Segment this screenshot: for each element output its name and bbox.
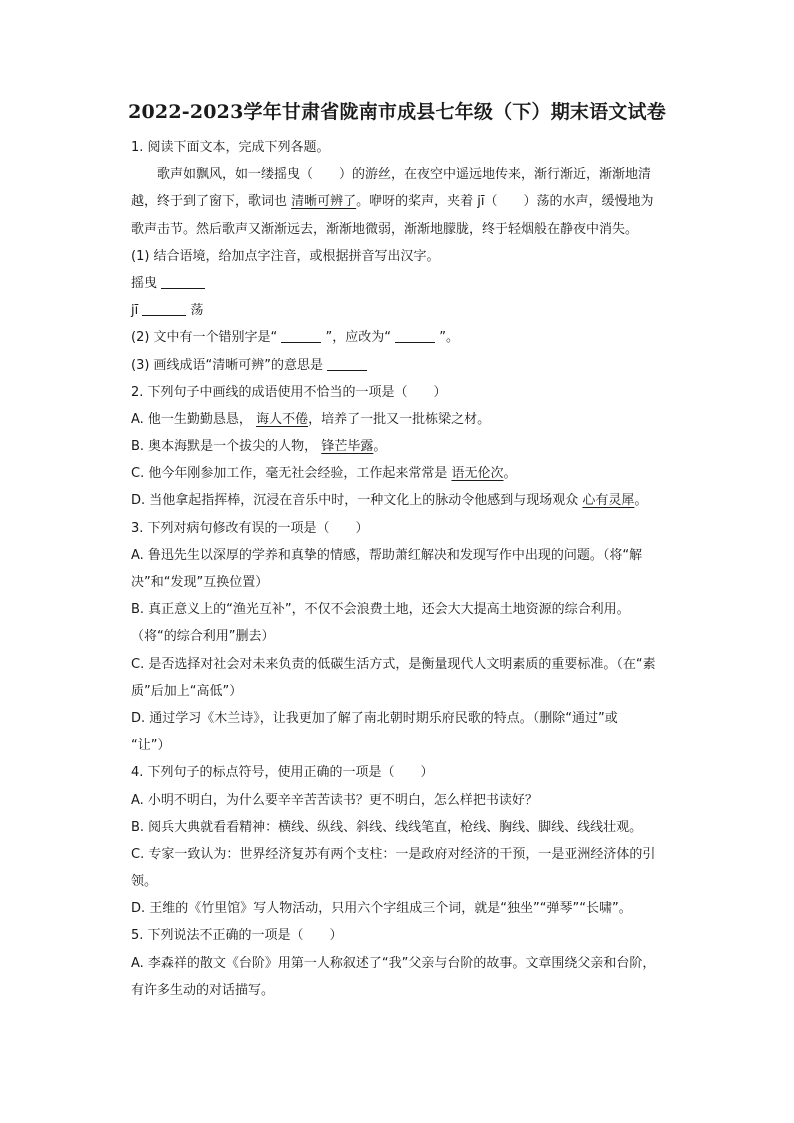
page-title: 2022-2023学年甘肃省陇南市成县七年级（下）期末语文试卷: [128, 101, 666, 123]
q3-option-c[interactable]: C. 是否选择对社会对未来负责的低碳生活方式，是衡量现代人文明素质的重要标准。（在“素: [131, 656, 656, 672]
q3-stem: 3. 下列对病句修改有误的一项是（ ）: [131, 520, 369, 536]
q2-option-b[interactable]: [131, 433, 691, 460]
text: ”，应改为“: [321, 330, 396, 346]
text: (2) 文中有一个错别字是“: [131, 330, 282, 346]
q2-option-a[interactable]: [131, 406, 691, 433]
q5-option-a-cont: 有许多生动的对话描写。: [131, 982, 275, 998]
underlined-idiom: 锋芒毕露: [321, 439, 374, 455]
q3-option-b[interactable]: B. 真正意义上的“渔光互补”，不仅不会浪费土地，还会大大提高土地资源的综合利用。: [131, 602, 630, 618]
answer-blank[interactable]: [281, 328, 321, 343]
text: 荡: [186, 303, 204, 319]
q4-option-a[interactable]: A. 小明不明白，为什么要辛辛苦苦读书？更不明白，怎么样把书读好？: [131, 792, 538, 808]
text: 。: [503, 466, 517, 482]
q1-sub-2: [131, 324, 691, 351]
q1-sub-1: (1) 结合语境，给加点字注音，或根据拼音写出汉字。: [131, 248, 440, 264]
q2-stem: 2. 下列句子中画线的成语使用不恰当的一项是（ ）: [131, 384, 447, 400]
text: (3) 画线成语“清晰可辨”的意思是: [131, 357, 328, 373]
q3-option-a-cont: 决”和“发现”互换位置）: [131, 575, 269, 590]
q3-option-d-cont: “让”）: [131, 738, 171, 754]
q3-option-c-cont: 质”后加上“高低”）: [131, 683, 243, 699]
text: 越，终于到了窗下，歌词也: [131, 194, 292, 210]
q3-option-a[interactable]: A. 鲁迅先生以深厚的学养和真挚的情感，帮助萧红解决和发现写作中出现的问题。（将“解: [131, 547, 643, 563]
underlined-idiom: 清晰可辨了: [291, 194, 357, 210]
exam-content: [131, 134, 691, 1004]
text: B. 奥本海默是一个拔尖的人物，: [131, 439, 322, 455]
text: D. 当他拿起指挥棒，沉浸在音乐中时，一种文化上的脉动令他感到与现场观众: [131, 493, 583, 509]
answer-blank[interactable]: [395, 328, 435, 343]
q1-sub-1-b: [131, 297, 691, 324]
q3-option-b-cont: （将“的综合利用”删去）: [131, 629, 275, 645]
q1-sub-1-a: [131, 270, 691, 297]
text: ”。: [435, 330, 460, 346]
q1-passage-line-2: [131, 188, 691, 215]
q4-option-c[interactable]: C. 专家一致认为：世界经济复苏有两个支柱：一是政府对经济的干预，一是亚洲经济体的引: [131, 846, 656, 862]
q4-stem: 4. 下列句子的标点符号，使用正确的一项是（ ）: [131, 765, 434, 781]
text: 。咿呀的桨声，夹着 jī（ ）荡的水声，缓慢地为: [356, 194, 654, 210]
underlined-idiom: 语无伦次: [451, 466, 504, 482]
q1-passage-line-3: 歌声击节。然后歌声又渐渐远去，渐渐地微弱，渐渐地朦胧，终于轻烟般在静夜中消失。: [131, 221, 639, 237]
answer-blank[interactable]: [161, 274, 205, 289]
q2-option-d[interactable]: [131, 487, 691, 514]
text: A. 他一生勤勤恳恳，: [131, 411, 257, 427]
q4-option-d[interactable]: D. 王维的《竹里馆》写人物活动，只用六个字组成三个词，就是“独坐”“弹琴”“长啸”。: [131, 901, 632, 917]
q2-option-c[interactable]: [131, 460, 691, 487]
text: 摇曳: [131, 275, 162, 291]
q1-passage-line-1: 歌声如飘风，如一缕摇曳（ ）的游丝，在夜空中遥远地传来，渐行渐近，渐渐地清: [157, 167, 652, 183]
q4-option-b[interactable]: B. 阅兵大典就看看精神：横线、纵线、斜线、线线笔直，枪线、胸线、脚线、线线壮观。: [131, 819, 643, 835]
answer-blank[interactable]: [327, 356, 367, 371]
text: C. 他今年刚参加工作，毫无社会经验，工作起来常常是: [131, 466, 452, 482]
text: jī: [131, 303, 143, 319]
text: 。: [634, 493, 648, 509]
answer-blank[interactable]: [142, 301, 186, 316]
q5-stem: 5. 下列说法不正确的一项是（ ）: [131, 928, 343, 944]
underlined-idiom: 诲人不倦: [256, 411, 309, 427]
underlined-idiom: 心有灵犀: [582, 493, 635, 509]
text: 。: [373, 439, 387, 455]
q3-option-d[interactable]: D. 通过学习《木兰诗》，让我更加了解了南北朝时期乐府民歌的特点。（删除“通过”或: [131, 710, 618, 726]
q4-option-c-cont: 领。: [131, 874, 158, 890]
q1-stem: 1. 阅读下面文本，完成下列各题。: [131, 140, 330, 155]
q1-sub-3: [131, 352, 691, 379]
q5-option-a[interactable]: A. 李森祥的散文《台阶》用第一人称叙述了“我”父亲与台阶的故事。文章围绕父亲和台阶，: [131, 955, 656, 971]
text: ，培养了一批又一批栋梁之材。: [308, 411, 491, 427]
